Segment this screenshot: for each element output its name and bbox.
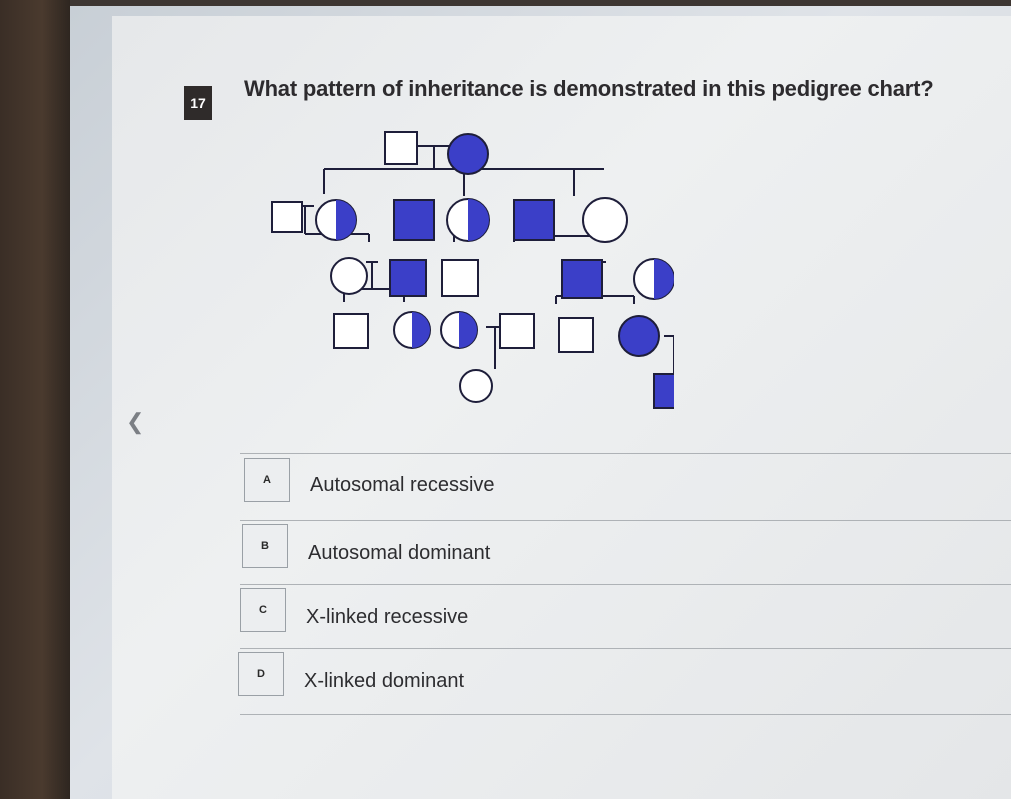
- option-d-text[interactable]: X-linked dominant: [304, 670, 465, 692]
- option-c-text[interactable]: X-linked recessive: [306, 606, 469, 628]
- question-text: What pattern of inheritance is demonstrated in this pedigree chart?: [244, 76, 934, 101]
- pedigree-male-unaffected: [334, 314, 368, 348]
- pedigree-male-unaffected: [559, 318, 593, 352]
- option-divider: [240, 520, 1011, 521]
- pedigree-male-unaffected: [385, 132, 417, 164]
- pedigree-male-affected: [654, 374, 674, 408]
- screen: [70, 6, 1011, 799]
- chevron-left-icon[interactable]: ❮: [126, 409, 145, 434]
- option-a-letter[interactable]: A: [244, 458, 290, 502]
- monitor-bezel-left: [0, 0, 70, 799]
- pedigree-female-affected: [619, 316, 659, 356]
- pedigree-male-affected: [562, 260, 602, 298]
- pedigree-female-carrier-fill: [412, 312, 430, 348]
- option-a-text[interactable]: Autosomal recessive: [310, 474, 495, 496]
- option-d-letter[interactable]: D: [238, 652, 284, 696]
- option-b-letter[interactable]: B: [242, 524, 288, 568]
- pedigree-female-carrier-fill: [468, 199, 489, 241]
- question-number: 17: [184, 86, 212, 120]
- pedigree-female-carrier-fill: [654, 259, 674, 299]
- question-card: [112, 16, 1011, 799]
- option-divider: [240, 453, 1011, 454]
- option-b-text[interactable]: Autosomal dominant: [308, 542, 491, 564]
- pedigree-male-affected: [394, 200, 434, 240]
- pedigree-chart: [254, 124, 674, 414]
- pedigree-male-unaffected: [500, 314, 534, 348]
- pedigree-female-unaffected: [460, 370, 492, 402]
- pedigree-female-affected: [448, 134, 488, 174]
- option-divider: [240, 584, 1011, 585]
- pedigree-male-affected: [390, 260, 426, 296]
- pedigree-female-unaffected: [331, 258, 367, 294]
- pedigree-female-carrier-fill: [459, 312, 477, 348]
- pedigree-male-affected: [514, 200, 554, 240]
- pedigree-male-unaffected: [272, 202, 302, 232]
- option-divider: [240, 648, 1011, 649]
- option-c-letter[interactable]: C: [240, 588, 286, 632]
- pedigree-female-unaffected: [583, 198, 627, 242]
- pedigree-male-unaffected: [442, 260, 478, 296]
- option-divider: [240, 714, 1011, 715]
